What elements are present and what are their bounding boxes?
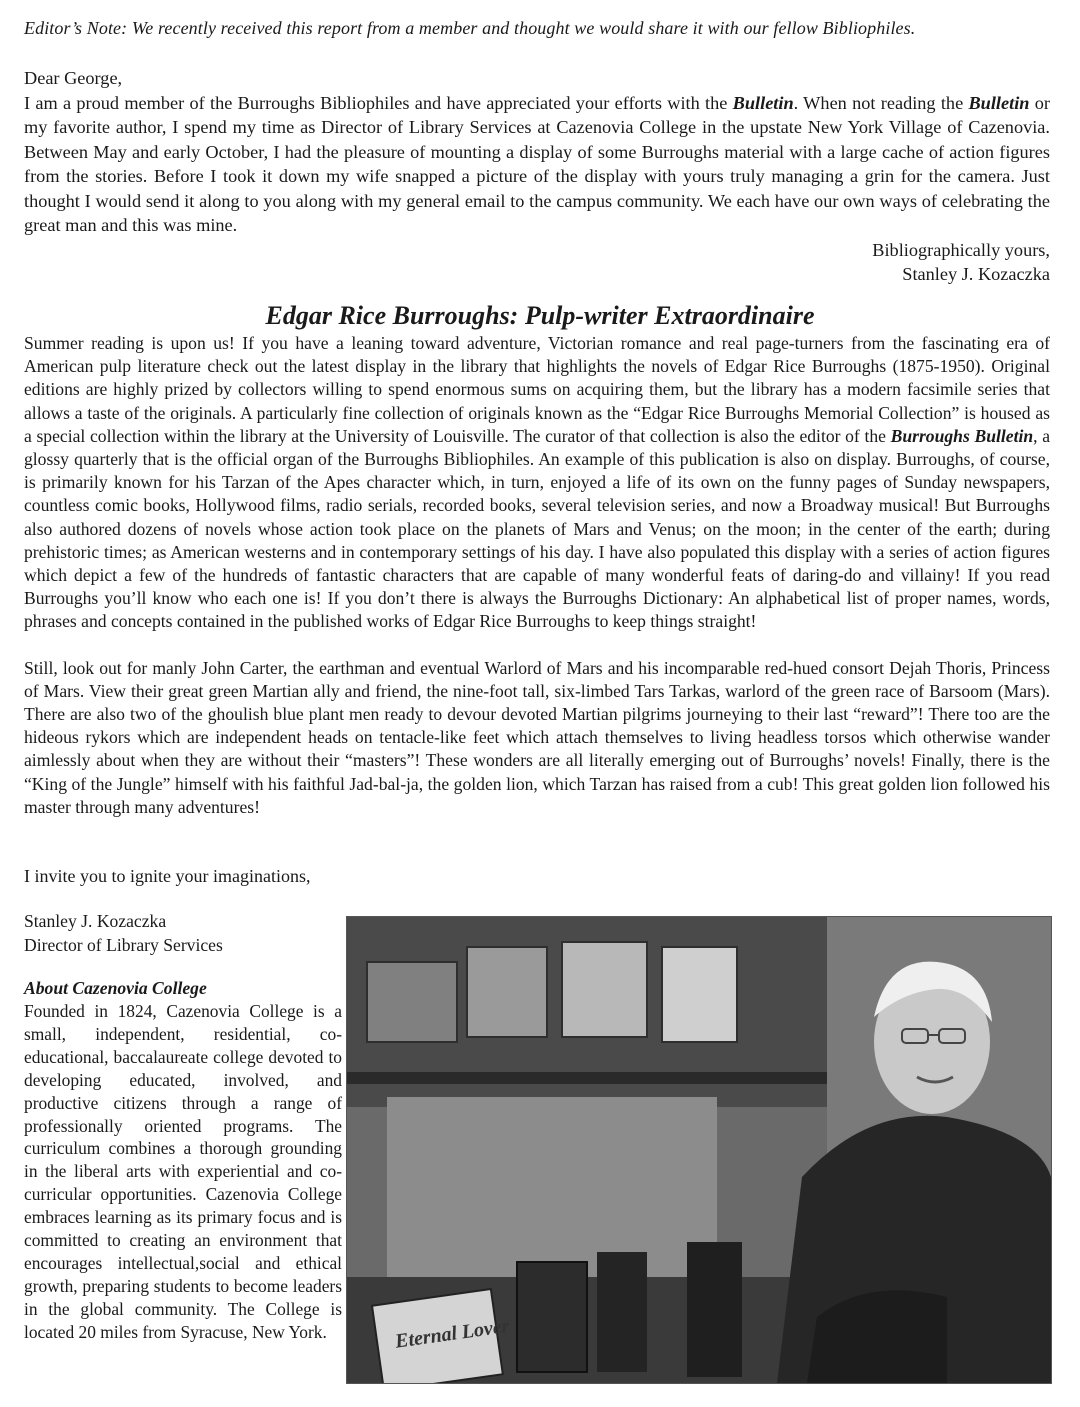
article-title: Edgar Rice Burroughs: Pulp-writer Extraordinaire bbox=[265, 301, 815, 330]
book-cover-title: Eternal Lover bbox=[393, 1314, 511, 1353]
about-college bbox=[24, 976, 342, 1344]
article-signature bbox=[24, 910, 223, 957]
article-paragraph-1 bbox=[24, 332, 1050, 634]
letter-body-part-3: or my favorite author, I spend my time as Director of Library Services at Cazenovia College in the upstate New York Village of Cazenovia. Between May and early October, I had the pleasure of mounting a display of some Burroughs material with a large cache of action figures from the stories. Before I took it down my wife snapped a picture of the display with yours truly managing a grin for the camera. Just thought I would send it along to you along with my general email to the campus community. We each have our own ways of celebrating the great man and this was mine. bbox=[24, 92, 1050, 235]
letter-body bbox=[24, 91, 1050, 238]
bulletin-title-2: Bulletin bbox=[968, 92, 1030, 113]
letter-signature: Stanley J. Kozaczka bbox=[902, 264, 1050, 284]
article-p1-part-a: Summer reading is upon us! If you have a leaning toward adventure, Victorian romance and real page-turners from the fascinating era of American pulp literature check out the latest display in the library that highlights the novels of Edgar Rice Burroughs (1875-1950). Original editions are highly prized by collectors willing to spend enormous sums on acquiring them, but the library has a modern facsimile series that allows a taste of the originals. A particularly fine collection of originals known as the “Edgar Rice Burroughs Memorial Collection” is housed as a special collection within the library at the University of Louisville. The curator of that collection is also the editor of the bbox=[24, 333, 1050, 446]
burroughs-bulletin-title: Burroughs Bulletin bbox=[890, 425, 1034, 446]
article-p1-part-b: , a glossy quarterly that is the official organ of the Burroughs Bibliophiles. An example of this publication is also on display. Burroughs, of course, is primarily known for his Tarzan of the Apes character which, in turn, enjoyed a life of its own on the funny pages of Sunday newspapers, countless comic books, Hollywood films, radio serials, recorded books, several television series, and now a Broadway musical! But Burroughs also authored dozens of novels whose action took place on the planets of Mars and Venus; on the moon; in the center of the earth; during prehistoric times; as American westerns and in contemporary settings of his day. I have also populated this display with a series of action figures which depict a few of the hundreds of fantastic characters that are capable of many wonderful feats of daring-do and villainy! If you read Burroughs you’ll know who each one is! If you don’t there is always the Burroughs Dictionary: An alphabetical list of proper names, words, phrases and concepts contained in the published works of Edgar Rice Burroughs to keep things straight! bbox=[24, 425, 1050, 632]
display-photo bbox=[346, 916, 1052, 1384]
article-signoff: I invite you to ignite your imaginations, bbox=[24, 866, 311, 886]
signature-title: Director of Library Services bbox=[24, 934, 223, 955]
about-heading: About Cazenovia College bbox=[24, 978, 207, 998]
letter-closing: Bibliographically yours, bbox=[872, 239, 1050, 260]
letter-greeting: Dear George, bbox=[24, 68, 123, 88]
bulletin-title-1: Bulletin bbox=[732, 92, 794, 113]
letter-body-part-2: . When not reading the bbox=[793, 92, 969, 113]
display-photo-illustration bbox=[347, 917, 1051, 1383]
article-body bbox=[24, 332, 1050, 842]
letter-body-part-1: I am a proud member of the Burroughs Bibliophiles and have appreciated your efforts with the bbox=[24, 92, 733, 113]
article-paragraph-2: Still, look out for manly John Carter, the earthman and eventual Warlord of Mars and his incomparable red-hued consort Dejah Thoris, Princess of Mars. View their great green Martian ally and friend, the nine-foot tall, six-limbed Tars Tarkas, warlord of the green race of Barsoom (Mars). There are also two of the ghoulish blue plant men ready to devour devoted Martian pilgrims journeying to their last “reward”! There too are the hideous rykors which are independent heads on tentacle-like feet which attach themselves to living headless torsos which otherwise wander aimlessly about when they are without their “masters”! These wonders are all literally emerging out of Burroughs’ novels! Finally, there is the “King of the Jungle” himself with his faithful Jad-bal-ja, the golden lion, which Tarzan has raised from a cub! This great golden lion followed his master through many adventures! bbox=[24, 657, 1050, 817]
about-text: Founded in 1824, Cazenovia College is a small, independent, residential, co-educational, baccalaureate college devoted to developing educated, involved, and productive citizens through a range of professionally oriented programs. The curriculum combines a thorough grounding in the liberal arts with experiential and co-curricular opportunities. Cazenovia College embraces learning as its primary focus and is committed to creating an environment that encourages intellectual,social and ethical growth, preparing students to become leaders in the global community. The College is located 20 miles from Syracuse, New York. bbox=[24, 1001, 342, 1342]
signature-name: Stanley J. Kozaczka bbox=[24, 911, 167, 931]
editors-note: Editor’s Note: We recently received this report from a member and thought we would share it with our fellow Bibliophiles. bbox=[24, 18, 916, 38]
member-letter bbox=[24, 66, 1050, 287]
